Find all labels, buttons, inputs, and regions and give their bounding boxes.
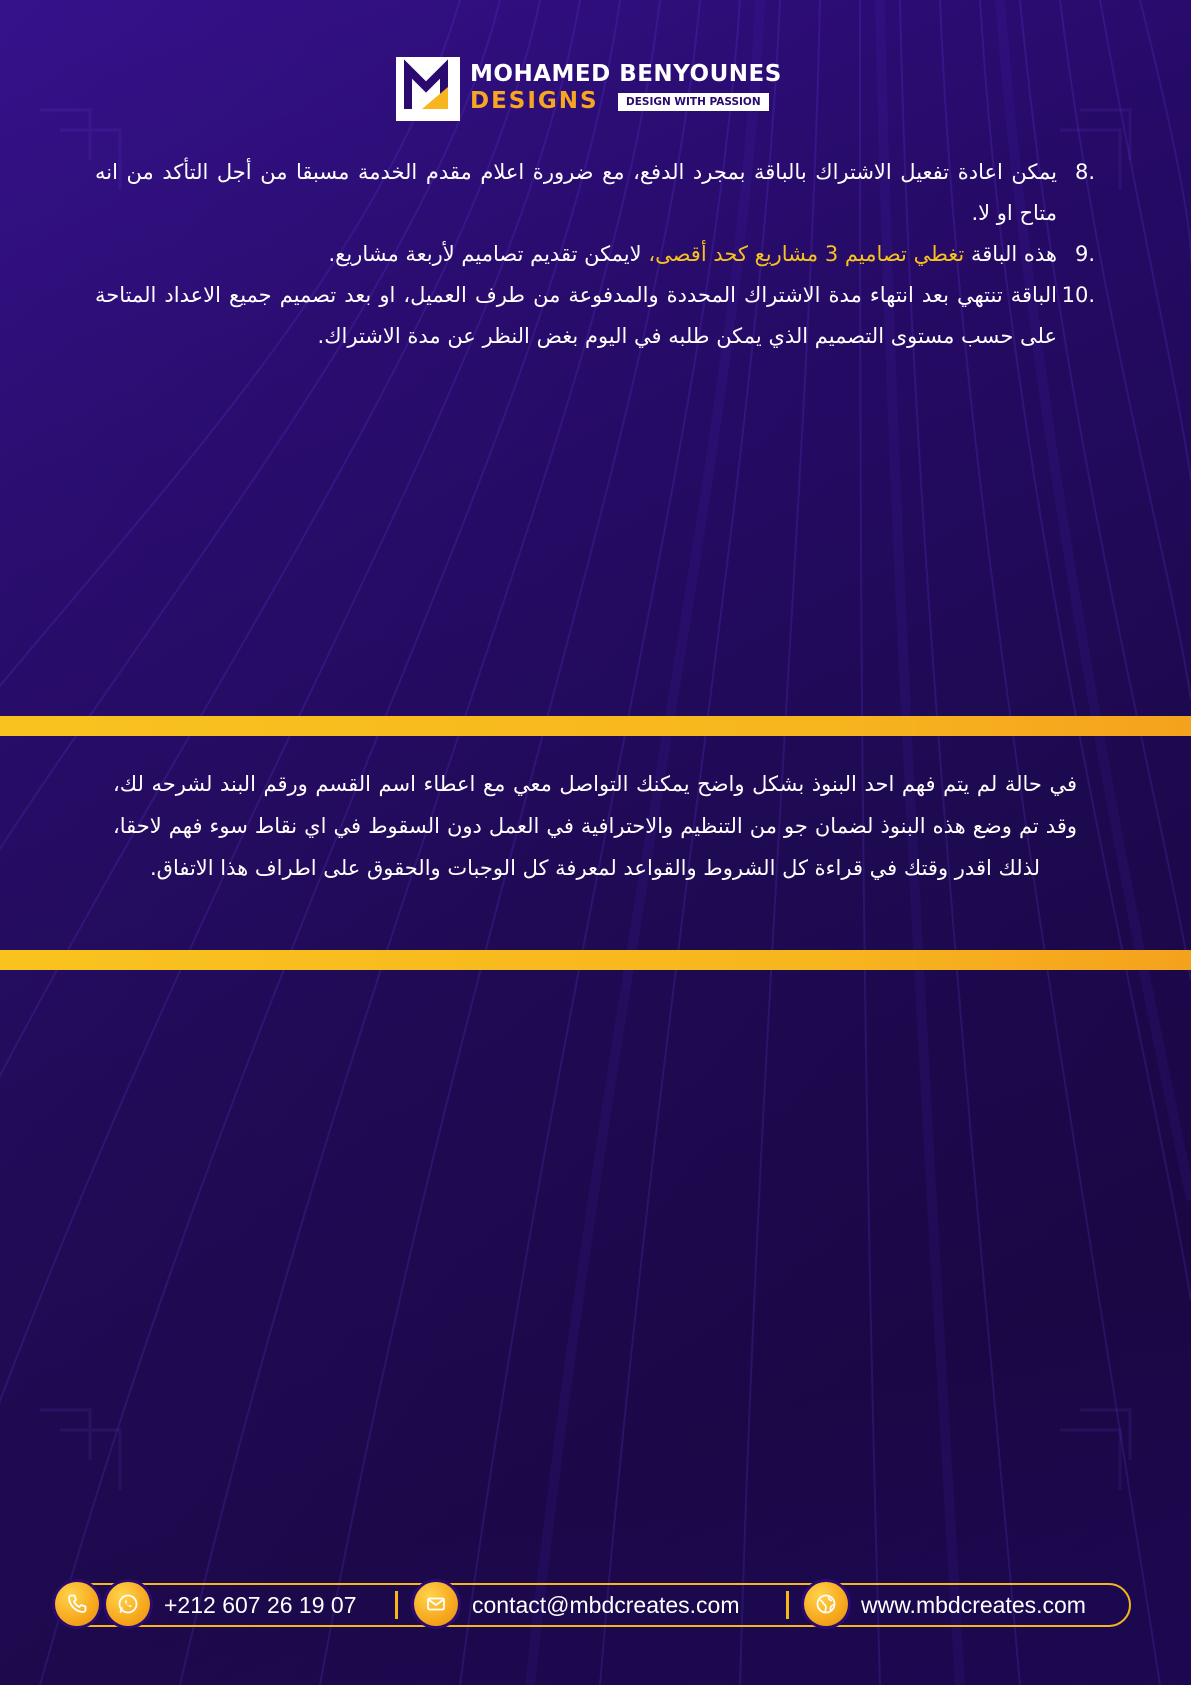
term-number: 10. xyxy=(1061,283,1095,307)
website-url[interactable]: www.mbdcreates.com xyxy=(861,1592,1086,1618)
phone-number[interactable]: +212 607 26 19 07 xyxy=(164,1592,357,1618)
term-text-after: لايمكن تقديم تصاميم لأربعة مشاريع. xyxy=(328,242,649,266)
logo-mark-icon xyxy=(396,57,460,121)
term-text: يمكن اعادة تفعيل الاشتراك بالباقة بمجرد الدفع، مع ضرورة اعلام مقدم الخدمة مسبقا من أجل التأكد من انه متاح او لا. xyxy=(95,160,1057,225)
brand-tagline: DESIGN WITH PASSION xyxy=(618,93,769,111)
term-item-8 xyxy=(95,152,1095,234)
globe-icon[interactable] xyxy=(804,1582,848,1626)
terms-list xyxy=(95,152,1095,357)
whatsapp-icon[interactable] xyxy=(106,1582,150,1626)
brand-sub: DESIGNS xyxy=(470,88,599,114)
mail-icon[interactable] xyxy=(414,1582,458,1626)
term-text: الباقة تنتهي بعد انتهاء مدة الاشتراك المحددة والمدفوعة من طرف العميل، او بعد تصميم جميع الاعداد المتاحة على حسب مستوى التصميم الذي يمكن طلبه في اليوم بغض النظر عن مدة الاشتراك. xyxy=(95,283,1057,348)
term-text-before: هذه الباقة xyxy=(964,242,1057,266)
divider-band-bottom xyxy=(0,950,1191,970)
email-address[interactable]: contact@mbdcreates.com xyxy=(472,1592,740,1618)
brand-logo xyxy=(396,55,796,125)
brand-name: MOHAMED BENYOUNES xyxy=(470,61,782,87)
term-number: 9. xyxy=(1074,242,1095,266)
phone-icon[interactable] xyxy=(55,1582,99,1626)
term-number: 8. xyxy=(1074,160,1095,184)
term-text xyxy=(95,234,1057,275)
term-highlight: تغطي تصاميم 3 مشاريع كحد أقصى، xyxy=(648,242,965,266)
separator xyxy=(395,1591,398,1619)
divider-band-top xyxy=(0,716,1191,736)
term-item-10 xyxy=(95,275,1095,357)
term-item-9 xyxy=(95,234,1095,275)
separator xyxy=(786,1591,789,1619)
clarification-note: في حالة لم يتم فهم احد البنوذ بشكل واضح يمكنك التواصل معي مع اعطاء اسم القسم ورقم البند لشرحه لك، وقد تم وضع هذه البنوذ لضمان جو من التنظيم والاحترافية في العمل دون السقوط في اي نقاط سوء فهم لاحقا، لذلك اقدر وقتك في قراءة كل الشروط والقواعد لمعرفة كل الوجبات والحقوق على اطراف هذا الاتفاق. xyxy=(113,772,1077,880)
